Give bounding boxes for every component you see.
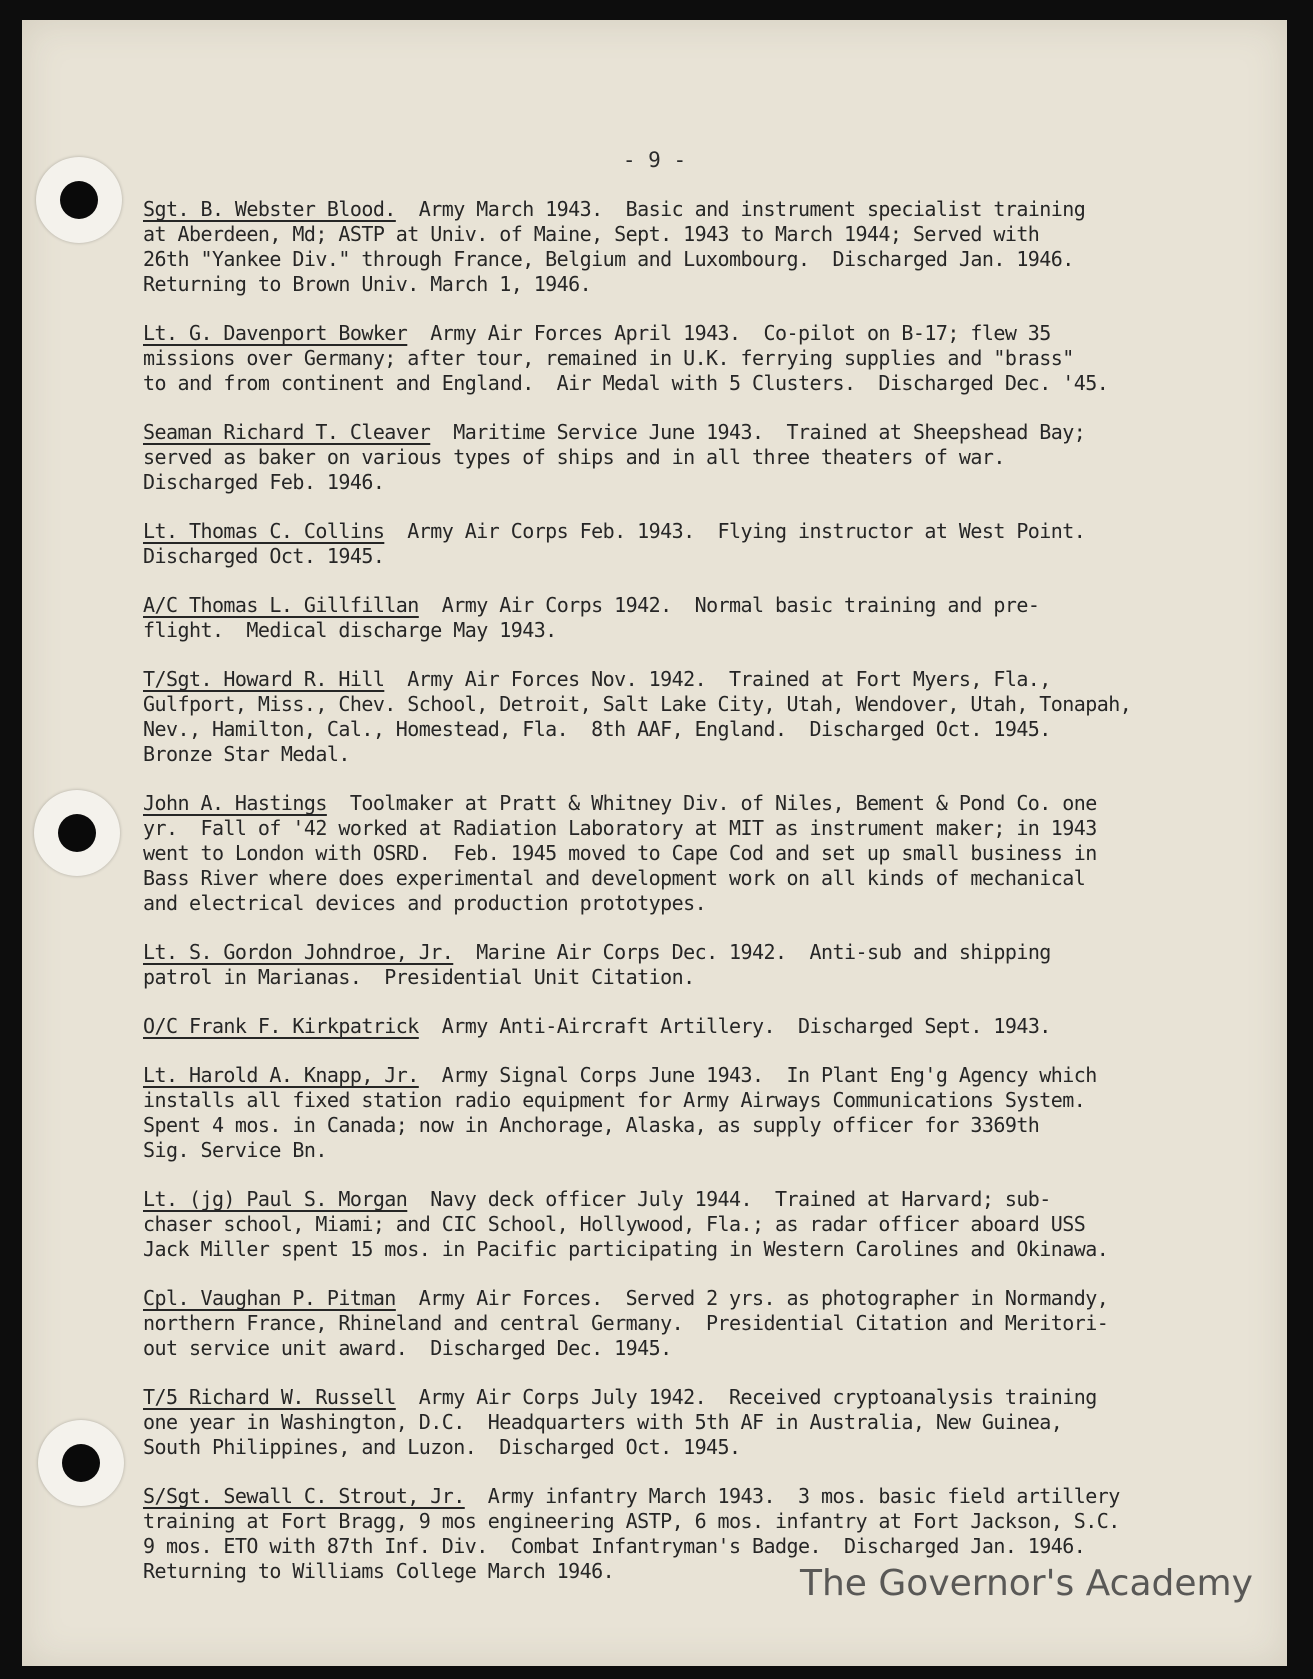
entry-line: and electrical devices and production prototypes. [143,891,707,915]
entry-line: Bronze Star Medal. [143,742,350,766]
punch-hole [38,1420,124,1506]
entry-line: Gulfport, Miss., Chev. School, Detroit, Salt Lake City, Utah, Wendover, Utah, Tonapah, [143,692,1132,716]
entry-line: Army infantry March 1943. 3 mos. basic field artillery [464,1484,1120,1508]
entry-line: Army Air Corps July 1942. Received cryptoanalysis training [395,1385,1097,1409]
entry [143,940,1223,990]
entry [143,321,1223,396]
page-number: - 9 - [622,148,687,172]
entry-line: Marine Air Corps Dec. 1942. Anti-sub and shipping [453,940,1051,964]
entry-line: training at Fort Bragg, 9 mos engineering ASTP, 6 mos. infantry at Fort Jackson, S.C. [143,1509,1120,1533]
entry-line: Navy deck officer July 1944. Trained at Harvard; sub- [407,1187,1051,1211]
entry-line: Army Air Corps 1942. Normal basic training and pre- [418,593,1040,617]
entry-line: Army Air Forces Nov. 1942. Trained at Fort Myers, Fla., [384,667,1051,691]
entry-line: Army Anti-Aircraft Artillery. Discharged Sept. 1943. [418,1014,1051,1038]
entry-name: Cpl. Vaughan P. Pitman [143,1286,396,1310]
entry-name: Lt. (jg) Paul S. Morgan [143,1187,408,1211]
entry-name: Lt. Harold A. Knapp, Jr. [143,1063,419,1087]
entry-line: Army Air Forces April 1943. Co-pilot on B-17; flew 35 [407,321,1051,345]
entry-line: 9 mos. ETO with 87th Inf. Div. Combat Infantryman's Badge. Discharged Jan. 1946. [143,1534,1086,1558]
entry [143,1385,1223,1460]
entry-name: Lt. G. Davenport Bowker [143,321,408,345]
entry-line: installs all fixed station radio equipment for Army Airways Communications System. [143,1088,1086,1112]
document-page [22,20,1287,1666]
entry-line: Spent 4 mos. in Canada; now in Anchorage, Alaska, as supply officer for 3369th [143,1113,1040,1137]
entry-line: Army Air Corps Feb. 1943. Flying instructor at West Point. [384,519,1086,543]
entry [143,420,1223,495]
entry-line: Sig. Service Bn. [143,1138,327,1162]
entry-line: Army Signal Corps June 1943. In Plant Eng'g Agency which [418,1063,1097,1087]
entry-line: Discharged Feb. 1946. [143,470,385,494]
entry [143,1187,1223,1262]
entry-name: T/Sgt. Howard R. Hill [143,667,385,691]
entry-line: Army March 1943. Basic and instrument specialist training [395,197,1086,221]
entry-line: 26th "Yankee Div." through France, Belgium and Luxombourg. Discharged Jan. 1946. [143,247,1074,271]
entry-line: one year in Washington, D.C. Headquarters with 5th AF in Australia, New Guinea, [143,1410,1063,1434]
entry-name: Lt. Thomas C. Collins [143,519,385,543]
entry [143,667,1223,767]
entry [143,593,1223,643]
entry [143,791,1223,916]
entry-line: Discharged Oct. 1945. [143,544,385,568]
entry-name: Lt. S. Gordon Johndroe, Jr. [143,940,454,964]
entry-line: Bass River where does experimental and development work on all kinds of mechanical [143,866,1086,890]
entries-list [143,197,1223,1584]
entry-line: out service unit award. Discharged Dec. 1945. [143,1336,672,1360]
entry-line: went to London with OSRD. Feb. 1945 moved to Cape Cod and set up small business in [143,841,1097,865]
entry [143,1286,1223,1361]
entry-line: yr. Fall of '42 worked at Radiation Laboratory at MIT as instrument maker; in 1943 [143,816,1097,840]
entry-name: S/Sgt. Sewall C. Strout, Jr. [143,1484,465,1508]
entry-line: Returning to Williams College March 1946. [143,1559,615,1583]
entry [143,197,1223,297]
entry-name: John A. Hastings [143,791,327,815]
entry-line: Jack Miller spent 15 mos. in Pacific participating in Western Carolines and Okinawa. [143,1237,1109,1261]
watermark: The Governor's Academy [800,1563,1253,1604]
entry-line: Toolmaker at Pratt & Whitney Div. of Niles, Bement & Pond Co. one [326,791,1097,815]
entry-line: missions over Germany; after tour, remained in U.K. ferrying supplies and "brass" [143,346,1074,370]
entry-line: flight. Medical discharge May 1943. [143,618,557,642]
entry-name: A/C Thomas L. Gillfillan [143,593,419,617]
entry-name: T/5 Richard W. Russell [143,1385,396,1409]
entry-line: Maritime Service June 1943. Trained at Sheepshead Bay; [430,420,1086,444]
punch-hole [34,790,120,876]
entry-line: Nev., Hamilton, Cal., Homestead, Fla. 8th AAF, England. Discharged Oct. 1945. [143,717,1051,741]
entry-line: South Philippines, and Luzon. Discharged Oct. 1945. [143,1435,741,1459]
entry [143,1014,1223,1039]
entry-line: at Aberdeen, Md; ASTP at Univ. of Maine, Sept. 1943 to March 1944; Served with [143,222,1040,246]
entry-line: chaser school, Miami; and CIC School, Hollywood, Fla.; as radar officer aboard USS [143,1212,1086,1236]
entry-name: O/C Frank F. Kirkpatrick [143,1014,419,1038]
entry-line: Army Air Forces. Served 2 yrs. as photographer in Normandy, [395,1286,1109,1310]
entry-line: to and from continent and England. Air Medal with 5 Clusters. Discharged Dec. '45. [143,371,1109,395]
entry-line: patrol in Marianas. Presidential Unit Citation. [143,965,695,989]
entry-line: served as baker on various types of ships and in all three theaters of war. [143,445,1005,469]
entry-name: Sgt. B. Webster Blood. [143,197,396,221]
entry-name: Seaman Richard T. Cleaver [143,420,431,444]
entry-line: northern France, Rhineland and central Germany. Presidential Citation and Meritori- [143,1311,1109,1335]
entry [143,519,1223,569]
entry-line: Returning to Brown Univ. March 1, 1946. [143,272,592,296]
entry [143,1063,1223,1163]
